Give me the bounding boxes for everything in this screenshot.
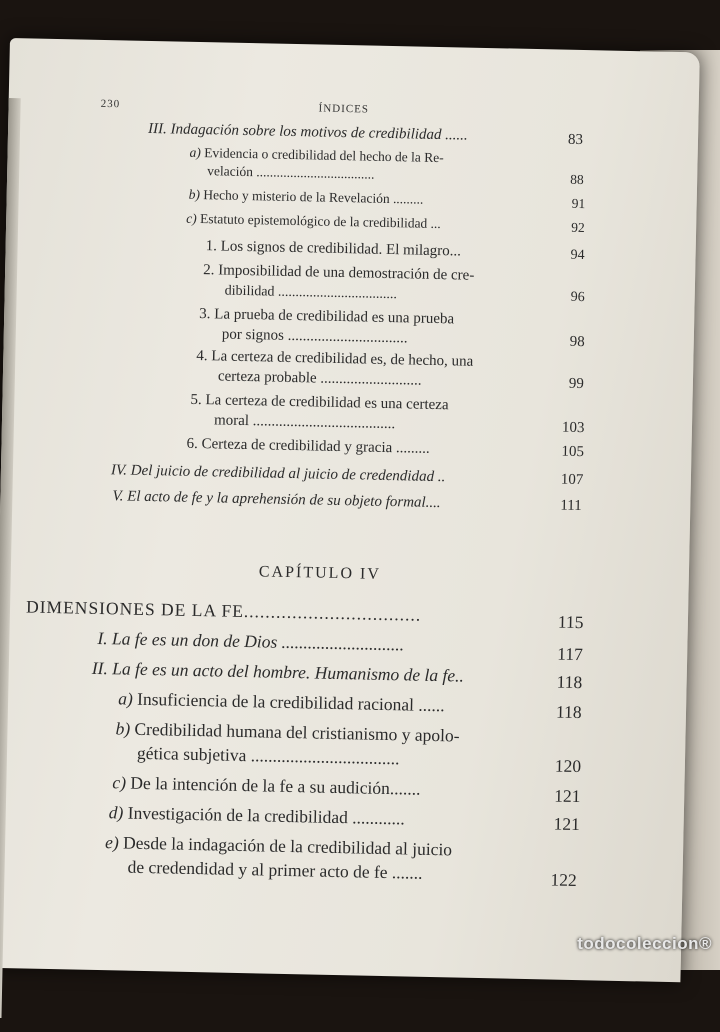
toc-page: 88 bbox=[570, 171, 584, 188]
toc-entry-b: b) Hecho y misterio de la Revelación ......... bbox=[188, 186, 424, 207]
toc-entry-e: e) Desde la indagación de la credibilidad al juicio bbox=[104, 832, 453, 860]
chapter-heading: CAPÍTULO IV bbox=[258, 563, 382, 583]
page-stack-edge bbox=[0, 98, 21, 1018]
toc-entry-2: 2. Imposibilidad de una demostración de cre- bbox=[203, 262, 475, 284]
toc-entry-cont: por signos ................................ bbox=[221, 326, 408, 347]
toc-page: 118 bbox=[556, 671, 583, 693]
toc-entry-cont: moral ...................................... bbox=[213, 412, 396, 433]
toc-page: 83 bbox=[567, 131, 584, 149]
toc-page: 121 bbox=[554, 785, 581, 807]
toc-entry-a: a) Insuficiencia de la credibilidad racional ...... bbox=[117, 688, 445, 716]
toc-entry-a: a) Evidencia o credibilidad del hecho de la Re- bbox=[189, 144, 444, 166]
toc-entry-III: III. Indagación sobre los motivos de credibilidad ...... bbox=[147, 120, 468, 144]
toc-entry-I: I. La fe es un don de Dios ............................ bbox=[97, 627, 405, 655]
toc-page: 99 bbox=[568, 375, 585, 393]
toc-entry-V: V. El acto de fe y la aprehensión de su objeto formal.... bbox=[112, 488, 441, 512]
book-page bbox=[0, 38, 700, 982]
toc-entry-II: II. La fe es un acto del hombre. Humanismo de la fe.. bbox=[91, 657, 465, 686]
toc-page: 120 bbox=[554, 755, 582, 777]
toc-page: 111 bbox=[560, 497, 582, 515]
watermark-logo: todocoleccion® bbox=[577, 934, 712, 953]
toc-entry-c: c) Estatuto epistemológico de la credibilidad ... bbox=[186, 210, 441, 232]
toc-page: 92 bbox=[571, 219, 585, 236]
toc-entry-4: 4. La certeza de credibilidad es, de hecho, una bbox=[196, 347, 474, 370]
toc-entry-cont: de credendidad y al primer acto de fe ....... bbox=[127, 856, 423, 883]
toc-entry-cont: gética subjetiva .................................. bbox=[136, 742, 400, 769]
toc-page: 103 bbox=[561, 419, 585, 437]
toc-page: 121 bbox=[553, 813, 581, 835]
page-number: 230 bbox=[100, 97, 121, 111]
toc-entry-1: 1. Los signos de credibilidad. El milagro... bbox=[205, 238, 462, 260]
toc-page: 96 bbox=[570, 289, 585, 306]
toc-entry-c: c) De la intención de la fe a su audición....... bbox=[112, 772, 421, 799]
toc-entry-cont: dibilidad .................................. bbox=[224, 283, 398, 303]
toc-page: 118 bbox=[555, 701, 582, 723]
toc-page: 105 bbox=[561, 443, 585, 461]
toc-page: 115 bbox=[557, 611, 584, 633]
running-head: ÍNDICES bbox=[318, 102, 370, 116]
toc-entry-dimensiones: DIMENSIONES DE LA FE................................. bbox=[25, 596, 422, 625]
toc-entry-cont: certeza probable ........................... bbox=[217, 368, 422, 389]
toc-entry-6: 6. Certeza de credibilidad y gracia ......... bbox=[186, 435, 430, 457]
toc-entry-b: b) Credibilidad humana del cristianismo y apolo- bbox=[115, 718, 460, 746]
toc-entry-3: 3. La prueba de credibilidad es una prueba bbox=[199, 306, 455, 328]
toc-entry-5: 5. La certeza de credibilidad es una certeza bbox=[190, 391, 449, 414]
toc-entry-d: d) Investigación de la credibilidad ............ bbox=[108, 802, 405, 829]
toc-page: 122 bbox=[550, 869, 577, 891]
toc-entry-cont: velación ................................... bbox=[207, 163, 375, 182]
toc-page: 117 bbox=[557, 643, 584, 665]
toc-entry-IV: IV. Del juicio de credibilidad al juicio de credendidad .. bbox=[110, 462, 446, 486]
toc-page: 107 bbox=[560, 471, 584, 489]
toc-page: 91 bbox=[571, 195, 586, 212]
toc-page: 94 bbox=[570, 247, 585, 264]
toc-page: 98 bbox=[569, 333, 585, 351]
